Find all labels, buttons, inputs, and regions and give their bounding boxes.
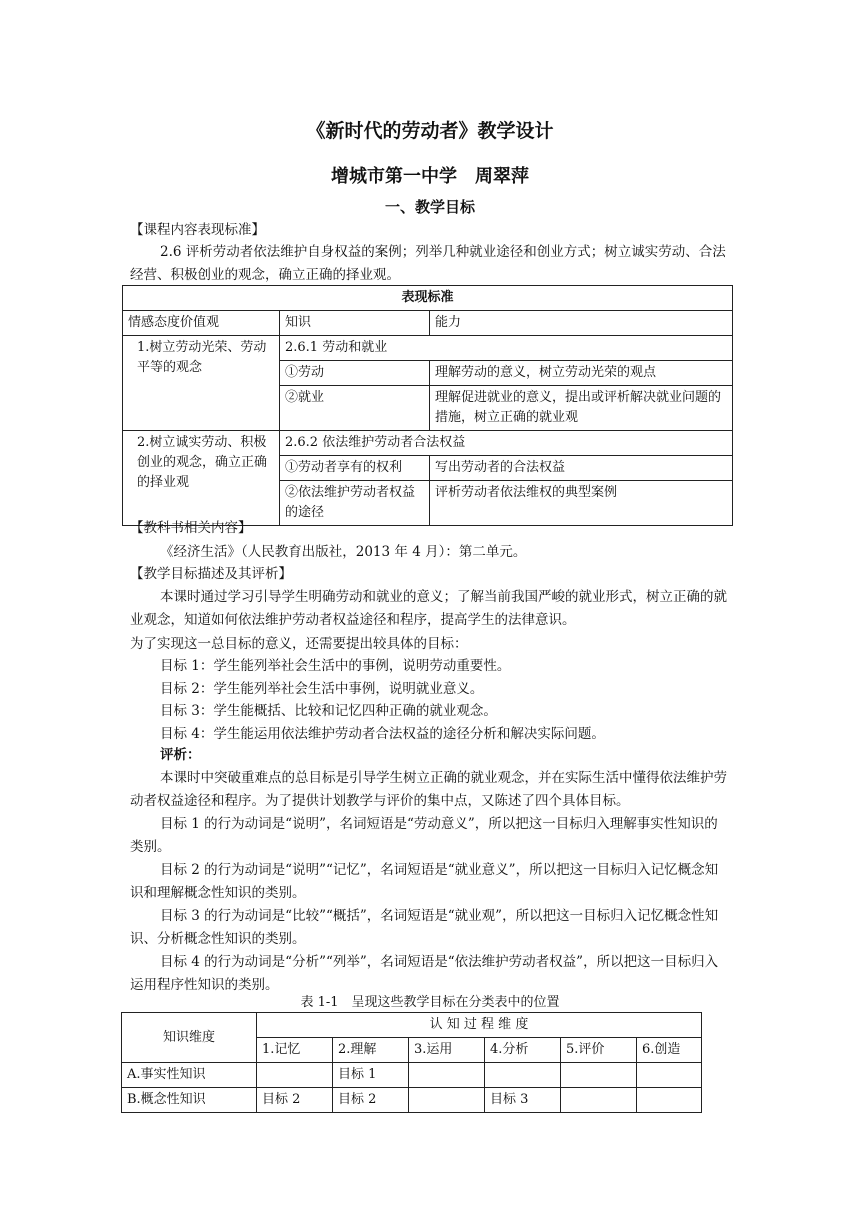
col-header-values: 情感态度价值观 [123, 311, 280, 336]
document-title: 《新时代的劳动者》教学设计 [306, 120, 554, 142]
cognitive-column-header: 3.运用 [409, 1038, 485, 1063]
row1a-knowledge: ①劳动 [280, 361, 430, 386]
table-cell: 目标 2 [333, 1088, 409, 1113]
table-cell [561, 1063, 637, 1088]
col-header-ability: 能力 [430, 311, 733, 336]
standards-table-header: 表现标准 [123, 286, 733, 311]
goal-label: 【教学目标描述及其评析】 [130, 566, 292, 582]
textbook-text: 《经济生活》（人民教育出版社，2013 年 4 月）：第二单元。 [160, 544, 527, 560]
table-cell: 目标 2 [257, 1088, 333, 1113]
table-cell [257, 1063, 333, 1088]
goal-item: 目标 4：学生能运用依法维护劳动者合法权益的途径分析和解决实际问题。 [160, 726, 605, 742]
table-cell [561, 1088, 637, 1113]
standard-label: 【课程内容表现标准】 [130, 222, 265, 238]
goal-purpose: 为了实现这一总目标的意义，还需要提出较具体的目标： [130, 636, 468, 652]
analysis-label: 评析： [160, 747, 201, 763]
cognitive-column-header: 6.创造 [637, 1038, 702, 1063]
table-cell [409, 1088, 485, 1113]
cognitive-dimension-header: 认 知 过 程 维 度 [257, 1013, 702, 1038]
knowledge-dimension-header: 知识维度 [122, 1013, 257, 1063]
cognitive-column-header: 1.记忆 [257, 1038, 333, 1063]
goal-item: 目标 3：学生能概括、比较和记忆四种正确的就业观念。 [160, 703, 497, 719]
author-line: 增城市第一中学 周翠萍 [331, 166, 529, 187]
row2b-knowledge: ②依法维护劳动者权益的途径 [280, 481, 430, 526]
table-cell [637, 1063, 702, 1088]
row-label: A.事实性知识 [122, 1063, 257, 1088]
table-caption: 表 1-1 呈现这些教学目标在分类表中的位置 [300, 995, 560, 1010]
cognitive-column-header: 4.分析 [485, 1038, 561, 1063]
table-cell: 目标 1 [333, 1063, 409, 1088]
cognitive-column-header: 5.评价 [561, 1038, 637, 1063]
row2b-ability: 评析劳动者依法维权的典型案例 [430, 481, 733, 526]
analysis-goal: 目标 1 的行为动词是“说明”，名词短语是“劳动意义”，所以把这一目标归入理解事实性知识的类别。 [130, 816, 718, 855]
goal-intro: 本课时通过学习引导学生明确劳动和就业的意义；了解当前我国严峻的就业形式，树立正确的就业观念，知道如何依法维护劳动者权益途径和程序，提高学生的法律意识。 [130, 589, 727, 628]
row1b-ability: 理解促进就业的意义，提出或评析解决就业问题的措施，树立正确的就业观 [430, 386, 733, 431]
table-cell [485, 1063, 561, 1088]
row1-value: 1.树立劳动光荣、劳动平等的观念 [123, 336, 280, 431]
textbook-label: 【教科书相关内容】 [130, 520, 252, 536]
standard-text: 2.6 评析劳动者依法维护自身权益的案例；列举几种就业途径和创业方式；树立诚实劳动、合法经营、积极创业的观念，确立正确的择业观。 [130, 244, 726, 283]
row1a-ability: 理解劳动的意义，树立劳动光荣的观点 [430, 361, 733, 386]
row2a-knowledge: ①劳动者享有的权利 [280, 456, 430, 481]
row-label: B.概念性知识 [122, 1088, 257, 1113]
analysis-goal: 目标 4 的行为动词是“分析”“列举”，名词短语是“依法维护劳动者权益”，所以把这一目标归入运用程序性知识的类别。 [130, 954, 719, 993]
row1b-knowledge: ②就业 [280, 386, 430, 431]
row1-section: 2.6.1 劳动和就业 [280, 336, 733, 361]
table-row [122, 1063, 702, 1088]
goal-item: 目标 1：学生能列举社会生活中的事例，说明劳动重要性。 [160, 658, 511, 674]
standards-table [122, 285, 733, 526]
taxonomy-table [121, 1012, 702, 1113]
col-header-knowledge: 知识 [280, 311, 430, 336]
table-row [122, 1088, 702, 1113]
row2a-ability: 写出劳动者的合法权益 [430, 456, 733, 481]
analysis-text: 本课时中突破重难点的总目标是引导学生树立正确的就业观念，并在实际生活中懂得依法维护劳动者权益途径和程序。为了提供计划教学与评价的集中点，又陈述了四个具体目标。 [130, 770, 727, 809]
analysis-goal: 目标 2 的行为动词是“说明”“记忆”，名词短语是“就业意义”，所以把这一目标归入记忆概念知识和理解概念性知识的类别。 [130, 862, 719, 901]
row2-section: 2.6.2 依法维护劳动者合法权益 [280, 431, 733, 456]
table-cell [637, 1088, 702, 1113]
cognitive-column-header: 2.理解 [333, 1038, 409, 1063]
table-cell [409, 1063, 485, 1088]
analysis-goal: 目标 3 的行为动词是“比较”“概括”，名词短语是“就业观”，所以把这一目标归入记忆概念性知识、分析概念性知识的类别。 [130, 908, 719, 947]
table-cell: 目标 3 [485, 1088, 561, 1113]
section-heading: 一、教学目标 [384, 198, 475, 216]
goal-item: 目标 2：学生能列举社会生活中事例，说明就业意义。 [160, 681, 484, 697]
row2-value: 2.树立诚实劳动、积极创业的观念，确立正确的择业观 [123, 431, 280, 526]
